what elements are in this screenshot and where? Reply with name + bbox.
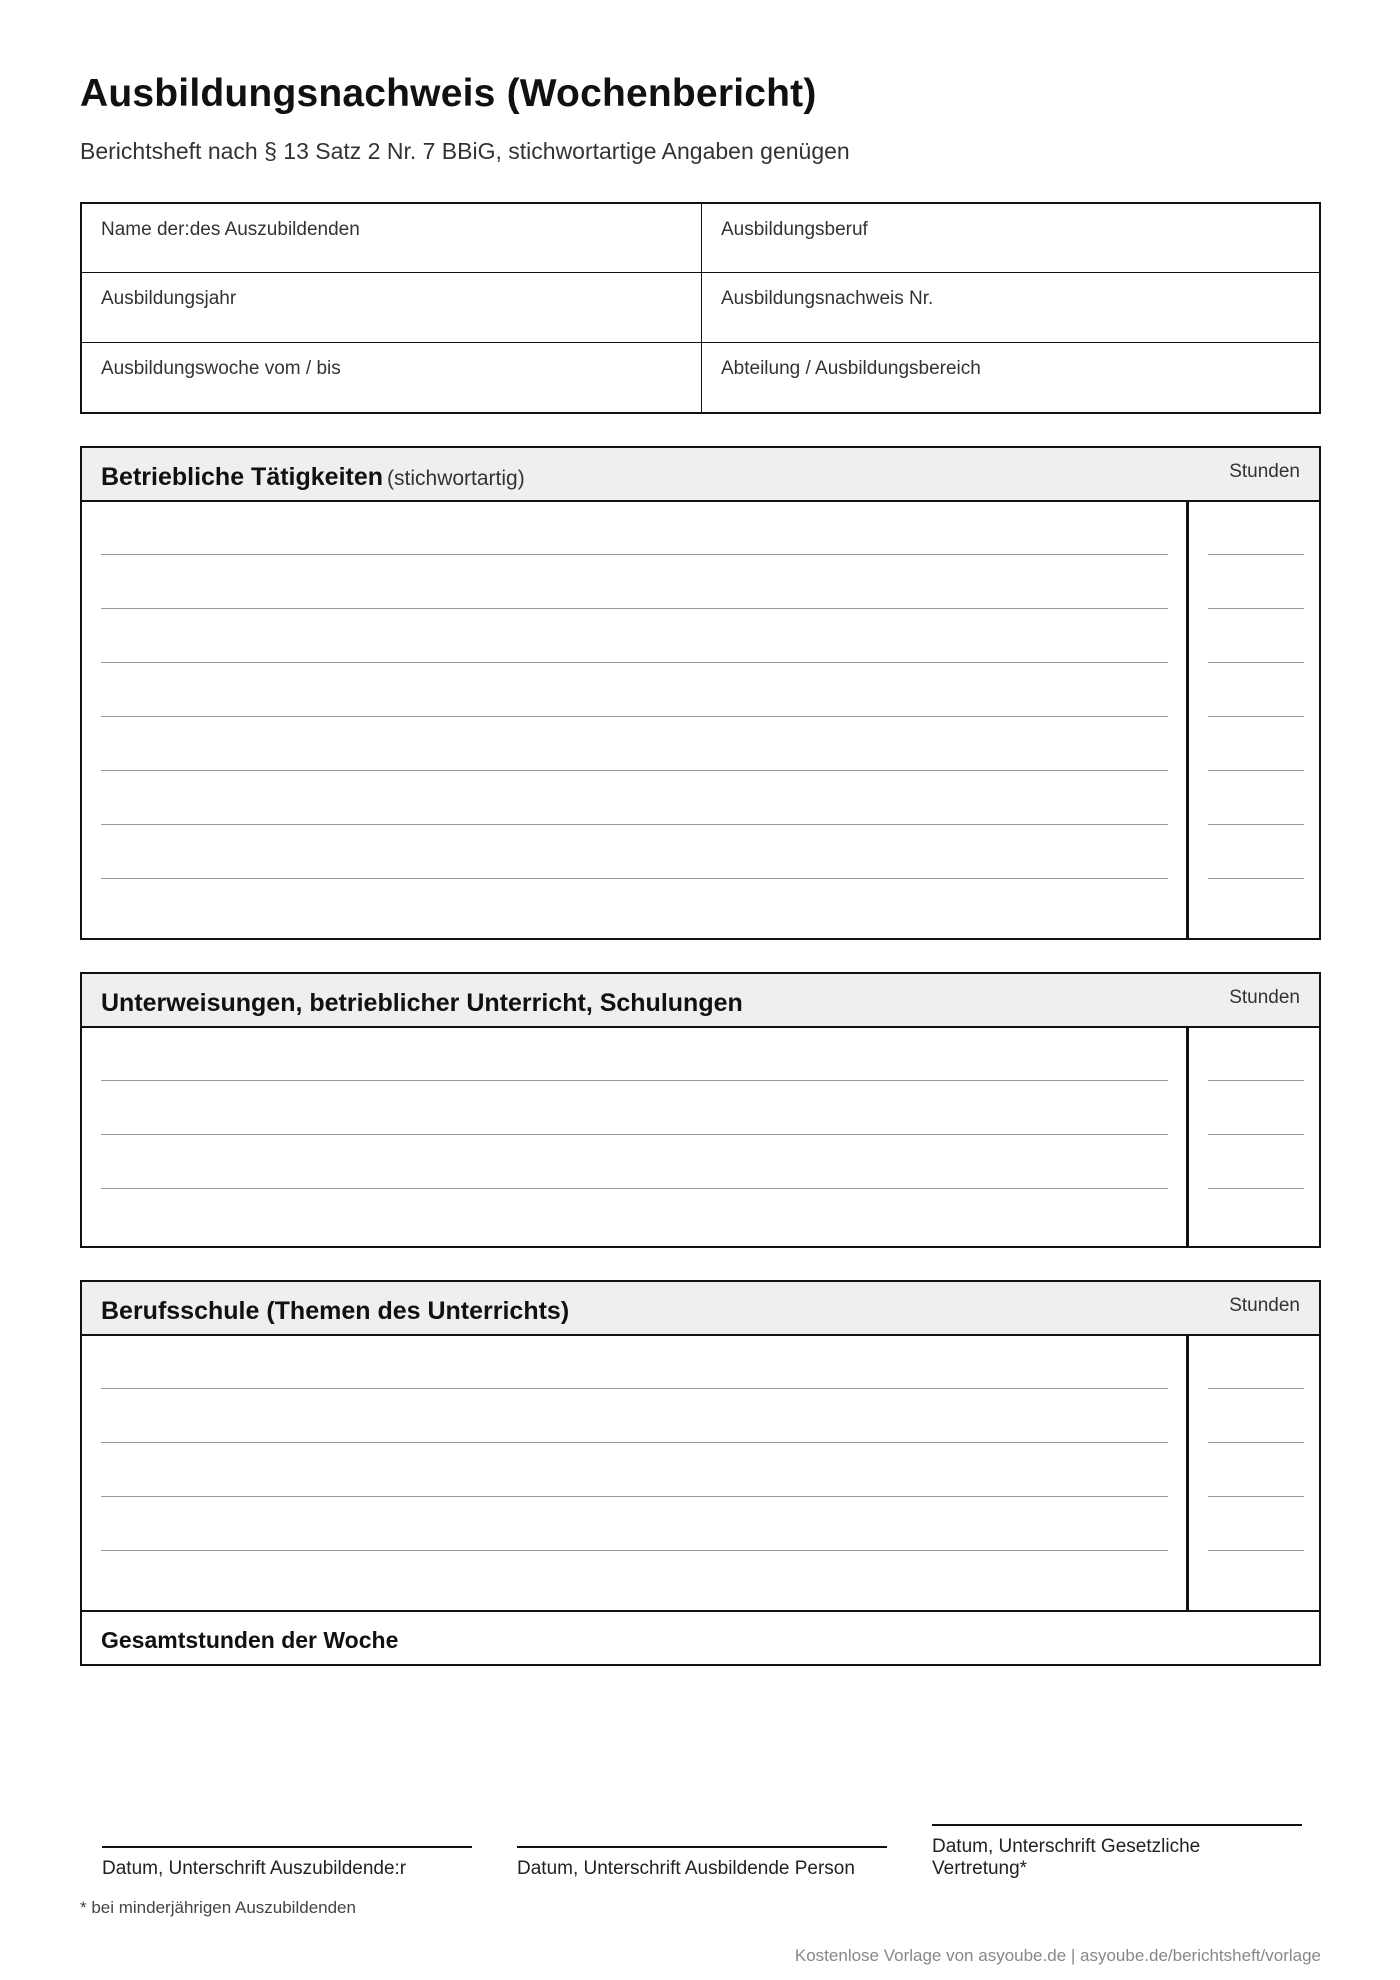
- hours-line[interactable]: [1208, 1442, 1304, 1443]
- total-hours-row[interactable]: [80, 1612, 1321, 1666]
- page-title: Ausbildungsnachweis (Wochenbericht): [80, 72, 817, 115]
- hours-label: Stunden: [1229, 987, 1300, 1008]
- signature-label: Datum, Unterschrift Gesetzliche Vertretung*: [932, 1836, 1201, 1879]
- writing-line[interactable]: [101, 1388, 1168, 1389]
- signature-trainee[interactable]: [102, 1846, 472, 1880]
- hours-line[interactable]: [1208, 824, 1304, 825]
- section-note: (stichwortartig): [387, 467, 525, 490]
- writing-line[interactable]: [101, 1134, 1168, 1135]
- column-divider: [1186, 1336, 1189, 1610]
- section-vocational-school: [80, 1280, 1321, 1612]
- section-header: [82, 448, 1319, 502]
- hours-line[interactable]: [1208, 770, 1304, 771]
- writing-line[interactable]: [101, 1550, 1168, 1551]
- hours-line[interactable]: [1208, 1496, 1304, 1497]
- column-divider: [1186, 502, 1189, 938]
- signature-trainer[interactable]: [517, 1846, 887, 1880]
- writing-line[interactable]: [101, 878, 1168, 879]
- writing-line[interactable]: [101, 824, 1168, 825]
- section-body[interactable]: [82, 1028, 1319, 1246]
- column-divider: [1186, 1028, 1189, 1246]
- signature-line: [102, 1846, 472, 1848]
- info-field-profession[interactable]: Ausbildungsberuf: [702, 204, 1319, 273]
- template-credit: Kostenlose Vorlage von asyoube.de | asyoube.de/berichtsheft/vorlage: [794, 1946, 1321, 1965]
- writing-line[interactable]: [101, 662, 1168, 663]
- section-header: [82, 1282, 1319, 1336]
- hours-line[interactable]: [1208, 608, 1304, 609]
- signature-label: Datum, Unterschrift Auszubildende:r: [102, 1858, 407, 1879]
- section-header: [82, 974, 1319, 1028]
- hours-label: Stunden: [1229, 1295, 1300, 1316]
- section-body[interactable]: [82, 502, 1319, 938]
- signature-label: Datum, Unterschrift Ausbildende Person: [517, 1858, 855, 1879]
- signature-line: [932, 1824, 1302, 1826]
- hours-line[interactable]: [1208, 1134, 1304, 1135]
- section-title: Berufsschule (Themen des Unterrichts): [101, 1297, 570, 1325]
- info-field-year[interactable]: Ausbildungsjahr: [82, 273, 702, 342]
- section-body[interactable]: [82, 1336, 1319, 1610]
- hours-label: Stunden: [1229, 461, 1300, 482]
- hours-line[interactable]: [1208, 1188, 1304, 1189]
- footnote: * bei minderjährigen Auszubildenden: [80, 1898, 356, 1917]
- writing-line[interactable]: [101, 1080, 1168, 1081]
- writing-line[interactable]: [101, 1442, 1168, 1443]
- hours-line[interactable]: [1208, 1388, 1304, 1389]
- section-instruction: [80, 972, 1321, 1248]
- info-field-report-number[interactable]: Ausbildungsnachweis Nr.: [702, 273, 1319, 342]
- hours-line[interactable]: [1208, 662, 1304, 663]
- info-field-week[interactable]: Ausbildungswoche vom / bis: [82, 343, 702, 412]
- hours-line[interactable]: [1208, 716, 1304, 717]
- info-field-department[interactable]: Abteilung / Ausbildungsbereich: [721, 357, 981, 379]
- writing-line[interactable]: [101, 608, 1168, 609]
- hours-line[interactable]: [1208, 878, 1304, 879]
- info-table: [80, 202, 1321, 414]
- total-hours-label: Gesamtstunden der Woche: [101, 1627, 399, 1653]
- info-field-name[interactable]: Name der:des Auszubildenden: [82, 204, 702, 273]
- writing-line[interactable]: [101, 1496, 1168, 1497]
- signature-line: [517, 1846, 887, 1848]
- section-title: Betriebliche Tätigkeiten (stichwortartig): [101, 463, 525, 491]
- writing-line[interactable]: [101, 554, 1168, 555]
- writing-line[interactable]: [101, 770, 1168, 771]
- signature-guardian[interactable]: [932, 1824, 1302, 1880]
- hours-line[interactable]: [1208, 1550, 1304, 1551]
- page-subtitle: Berichtsheft nach § 13 Satz 2 Nr. 7 BBiG, stichwortartige Angaben genügen: [80, 138, 850, 164]
- writing-line[interactable]: [101, 1188, 1168, 1189]
- hours-line[interactable]: [1208, 554, 1304, 555]
- hours-line[interactable]: [1208, 1080, 1304, 1081]
- writing-line[interactable]: [101, 716, 1168, 717]
- section-title: Unterweisungen, betrieblicher Unterricht, Schulungen: [101, 989, 743, 1017]
- section-company-activities: [80, 446, 1321, 940]
